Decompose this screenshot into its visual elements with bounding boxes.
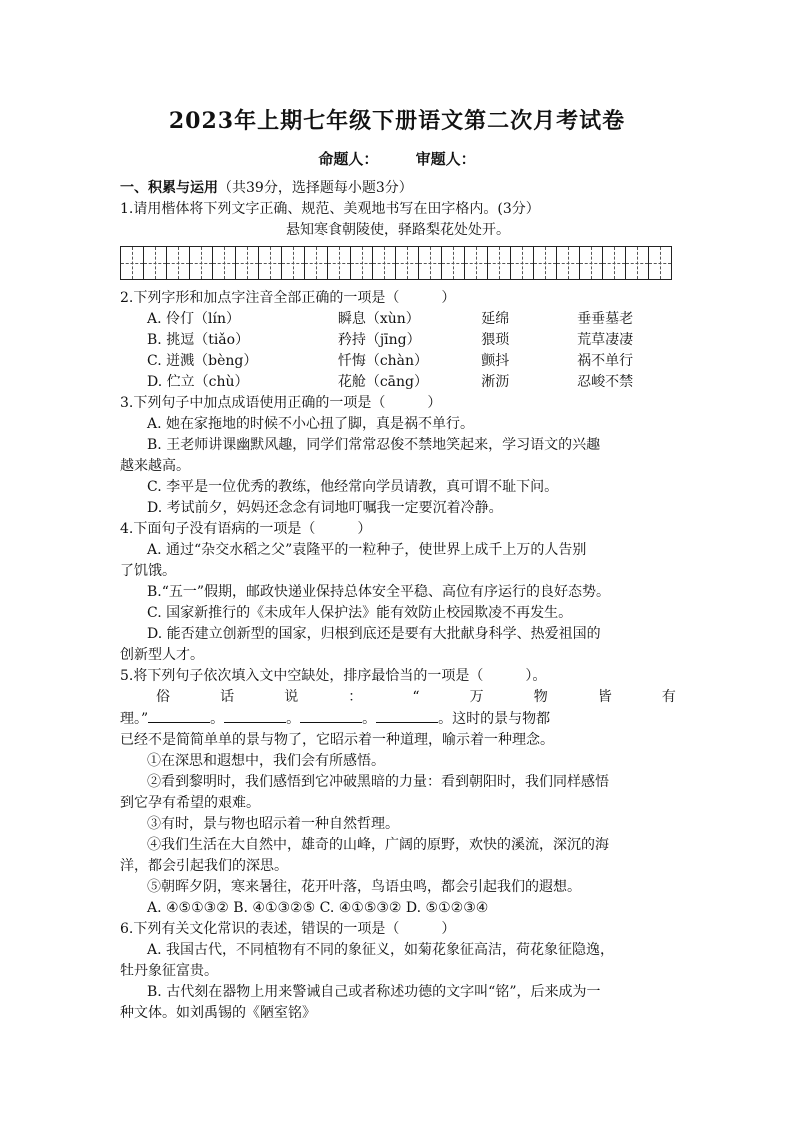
tianzige-cell[interactable] bbox=[534, 247, 557, 279]
option-text: C. 迸溅（bèng） bbox=[147, 353, 258, 369]
exam-content bbox=[120, 178, 676, 1024]
question-5-sentence-5: ⑤朝晖夕阴，寒来暑往，花开叶落，鸟语虫鸣，都会引起我们的遐想。 bbox=[147, 879, 581, 895]
tianzige-cell[interactable] bbox=[557, 247, 580, 279]
section-note: （共39分，选择题每小题3分） bbox=[218, 180, 413, 196]
question-4-option-d: D. 能否建立创新型的国家，归根到底还是要有大批献身科学、热爱祖国的 bbox=[147, 626, 601, 642]
passage-text: 。 bbox=[362, 711, 377, 727]
question-6-option-a-cont: 牡丹象征富贵。 bbox=[120, 963, 218, 979]
passage-text: 理。” bbox=[120, 711, 149, 727]
fill-blank[interactable] bbox=[300, 708, 362, 723]
option-text: 延绵 bbox=[481, 311, 510, 327]
question-4-option-d-cont: 创新型人才。 bbox=[120, 647, 204, 663]
proposer-label: 命题人： bbox=[318, 150, 379, 168]
tianzige-cell[interactable] bbox=[488, 247, 511, 279]
option-text: 忍峻不禁 bbox=[577, 374, 634, 390]
option-text: 颤抖 bbox=[481, 353, 510, 369]
tianzige-cell[interactable] bbox=[144, 247, 167, 279]
passage-text: 。 bbox=[286, 711, 301, 727]
passage-char: 有 bbox=[661, 689, 676, 705]
tianzige-cell[interactable] bbox=[396, 247, 419, 279]
option-text: D. 伫立（chù） bbox=[147, 374, 249, 390]
tianzige-cell[interactable] bbox=[213, 247, 236, 279]
tianzige-cell[interactable] bbox=[190, 247, 213, 279]
page-title: 2023年上期七年级下册语文第二次月考试卷 bbox=[168, 108, 626, 134]
option-text: 垂垂墓老 bbox=[577, 311, 634, 327]
passage-char: 物 bbox=[533, 689, 548, 705]
tianzige-cell[interactable] bbox=[373, 247, 396, 279]
setters-line bbox=[0, 148, 794, 169]
question-1-sentence: 悬知寒食朝陵使，驿路梨花处处开。 bbox=[286, 222, 510, 238]
tianzige-cell[interactable] bbox=[305, 247, 328, 279]
passage-char: 俗 bbox=[156, 689, 170, 705]
option-text: 淅沥 bbox=[481, 374, 510, 390]
question-6-stem: 6.下列有关文化常识的表述，错误的一项是（ ） bbox=[120, 921, 456, 937]
question-5-sentence-2-cont: 到它孕有希望的艰难。 bbox=[120, 795, 260, 811]
tianzige-cell[interactable] bbox=[121, 247, 144, 279]
question-4-stem: 4.下面句子没有语病的一项是（ ） bbox=[120, 521, 372, 537]
question-3-option-b-cont: 越来越高。 bbox=[120, 458, 190, 474]
question-4-option-c: C. 国家新推行的《未成年人保护法》能有效防止校园欺凌不再发生。 bbox=[147, 605, 573, 621]
passage-char: 说 bbox=[284, 689, 299, 705]
option-text: 花舱（cāng） bbox=[337, 374, 428, 390]
tianzige-cell[interactable] bbox=[580, 247, 603, 279]
question-5-passage-line-1 bbox=[120, 687, 676, 708]
tianzige-cell[interactable] bbox=[282, 247, 305, 279]
question-5-sentence-4-cont: 洋，都会引起我们的深思。 bbox=[120, 858, 288, 874]
question-2-option-b bbox=[120, 330, 676, 351]
fill-blank[interactable] bbox=[148, 708, 210, 723]
passage-char: 万 bbox=[469, 689, 484, 705]
question-4-option-a: A. 通过“杂交水稻之父”袁隆平的一粒种子，使世界上成千上万的人告别 bbox=[147, 542, 587, 558]
question-5-stem: 5.将下列句子依次填入文中空缺处，排序最恰当的一项是（ ）。 bbox=[120, 668, 547, 684]
question-5-sentence-1: ①在深思和遐想中，我们会有所感悟。 bbox=[147, 753, 385, 769]
tianzige-cell[interactable] bbox=[167, 247, 190, 279]
tianzige-cell[interactable] bbox=[626, 247, 649, 279]
question-3-stem: 3.下列句子中加点成语使用正确的一项是（ ） bbox=[120, 395, 442, 411]
question-5-sentence-4: ④我们生活在大自然中，雄奇的山峰，广阔的原野，欢快的溪流，深沉的海 bbox=[147, 837, 609, 853]
question-2-stem: 2.下列字形和加点字注音全部正确的一项是（ ） bbox=[120, 290, 456, 306]
question-5-sentence-3: ③有时，景与物也昭示着一种自然哲理。 bbox=[147, 816, 399, 832]
option-text: B. 挑逗（tiǎo） bbox=[147, 332, 250, 348]
tianzige-writing-grid[interactable] bbox=[120, 246, 672, 280]
question-3-option-a: A. 她在家拖地的时候不小心扭了脚，真是祸不单行。 bbox=[147, 416, 475, 432]
question-2-option-c bbox=[120, 351, 676, 372]
tianzige-cell[interactable] bbox=[649, 247, 671, 279]
tianzige-cell[interactable] bbox=[511, 247, 534, 279]
question-3-option-b: B. 王老师讲课幽默风趣，同学们常常忍俊不禁地笑起来，学习语文的兴趣 bbox=[147, 437, 601, 453]
question-2-option-d bbox=[120, 372, 676, 393]
section-title: 一、积累与运用 bbox=[120, 180, 218, 196]
tianzige-cell[interactable] bbox=[236, 247, 259, 279]
tianzige-cell[interactable] bbox=[351, 247, 374, 279]
passage-char: 话 bbox=[220, 689, 235, 705]
question-2-option-a bbox=[120, 309, 676, 330]
section-heading bbox=[120, 178, 676, 199]
question-3-option-d: D. 考试前夕，妈妈还念念有词地叮嘱我一定要沉着冷静。 bbox=[147, 500, 503, 516]
option-text: A. 伶仃（lín） bbox=[147, 311, 240, 327]
question-4-option-b: B.“五一”假期，邮政快递业保持总体安全平稳、高位有序运行的良好态势。 bbox=[147, 584, 611, 600]
fill-blank[interactable] bbox=[224, 708, 286, 723]
tianzige-cell[interactable] bbox=[465, 247, 488, 279]
question-5-passage-line-3: 已经不是简简单单的景与物了，它昭示着一种道理，喻示着一种理念。 bbox=[120, 732, 554, 748]
reviewer-label: 审题人： bbox=[415, 150, 476, 168]
question-4-option-a-cont: 了饥饿。 bbox=[120, 563, 176, 579]
tianzige-cell[interactable] bbox=[603, 247, 626, 279]
tianzige-cell[interactable] bbox=[442, 247, 465, 279]
question-5-sentence-2: ②看到黎明时，我们感悟到它冲破黑暗的力量：看到朝阳时，我们同样感悟 bbox=[147, 774, 609, 790]
option-text: 荒草凄凄 bbox=[577, 332, 634, 348]
passage-char: ： bbox=[348, 689, 363, 705]
question-6-option-b-cont: 种文体。如刘禹锡的《陋室铭》 bbox=[120, 1005, 316, 1021]
tianzige-cell[interactable] bbox=[419, 247, 442, 279]
question-1-stem: 1.请用楷体将下列文字正确、规范、美观地书写在田字格内。(3分） bbox=[120, 201, 540, 217]
tianzige-cell[interactable] bbox=[259, 247, 282, 279]
fill-blank[interactable] bbox=[376, 708, 438, 723]
question-5-choices: A. ④⑤①③② B. ④①③②⑤ C. ④①⑤③② D. ⑤①②③④ bbox=[147, 900, 489, 916]
option-text: 忏悔（chàn） bbox=[337, 353, 429, 369]
question-3-option-c: C. 李平是一位优秀的教练，他经常向学员请教，真可谓不耻下问。 bbox=[147, 479, 559, 495]
tianzige-cell[interactable] bbox=[328, 247, 351, 279]
question-6-option-b: B. 古代刻在器物上用来警诫自己或者称述功德的文字叫“铭”，后来成为一 bbox=[147, 984, 601, 1000]
question-6-option-a: A. 我国古代，不同植物有不同的象征义，如菊花象征高洁，荷花象征隐逸， bbox=[147, 942, 615, 958]
passage-char: “ bbox=[412, 689, 420, 705]
passage-text: 。 bbox=[210, 711, 225, 727]
passage-text: 。这时的景与物都 bbox=[438, 711, 551, 727]
option-text: 祸不单行 bbox=[577, 353, 634, 369]
option-text: 瞬息（xùn） bbox=[337, 311, 420, 327]
passage-char: 皆 bbox=[597, 689, 612, 705]
question-5-passage-line-2 bbox=[120, 708, 676, 730]
option-text: 猥琐 bbox=[481, 332, 510, 348]
option-text: 矜持（jīng） bbox=[337, 332, 421, 348]
